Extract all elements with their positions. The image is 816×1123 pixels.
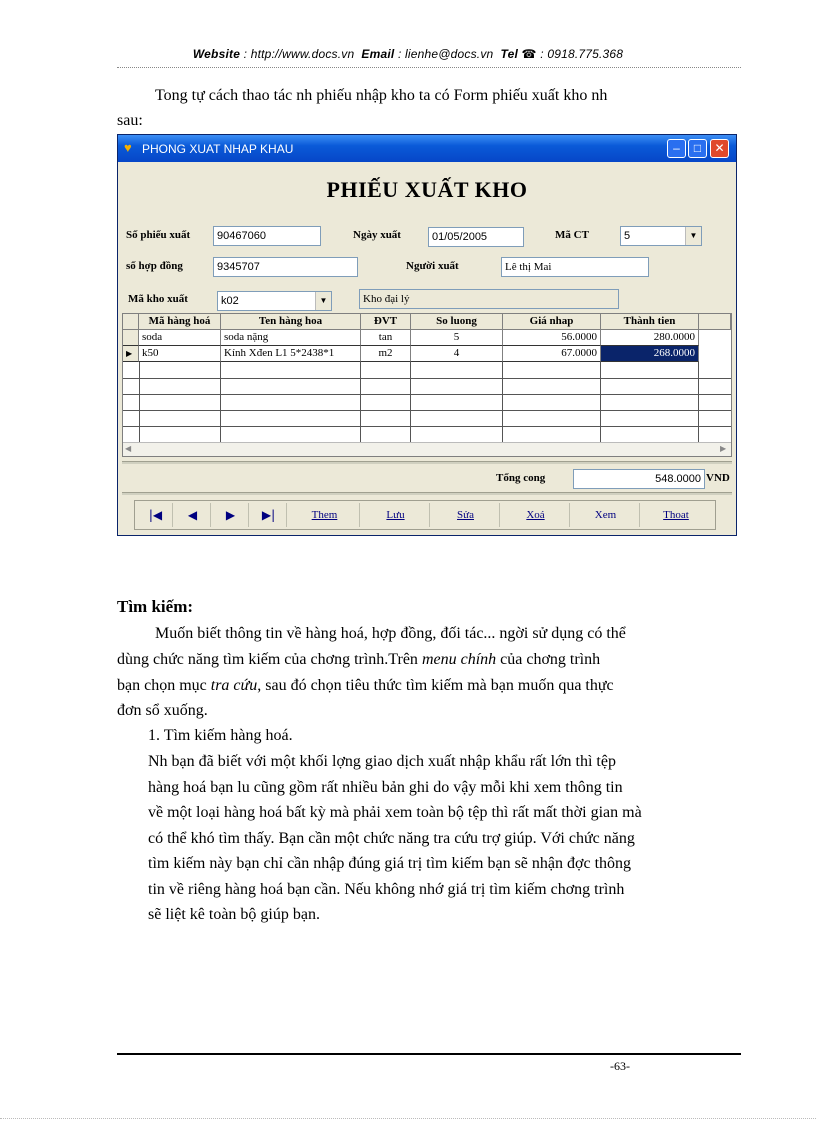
col-header-so-luong[interactable]: So luong: [411, 314, 503, 330]
tel-value: : 0918.775.368: [540, 47, 624, 61]
navigation-bar: [134, 500, 716, 530]
table-cell[interactable]: m2: [361, 346, 411, 362]
table-cell-selected[interactable]: 268.0000: [601, 346, 699, 362]
current-row-indicator[interactable]: ▶: [123, 346, 139, 362]
grid-line: [123, 378, 731, 379]
grid-line: [139, 362, 140, 442]
ten-kho-field: Kho đại lý: [359, 289, 619, 309]
col-header-blank: [699, 314, 731, 330]
ma-ct-label: Mã CT: [555, 229, 589, 241]
table-cell[interactable]: 56.0000: [503, 330, 601, 346]
minimize-button[interactable]: –: [667, 139, 686, 158]
row-selector[interactable]: [123, 330, 139, 346]
table-cell[interactable]: 67.0000: [503, 346, 601, 362]
list-item: 1. Tìm kiếm hàng hoá.: [148, 727, 293, 744]
section-heading: Tìm kiếm:: [117, 597, 194, 616]
table-cell[interactable]: k50: [139, 346, 221, 362]
text-run: dùng chức năng tìm kiếm của chơng trình.Trên: [117, 651, 418, 668]
paragraph-line: đơn sổ xuống.: [117, 702, 208, 719]
grid-line: [123, 410, 731, 411]
scroll-left-icon[interactable]: ◀: [125, 444, 132, 453]
window-title: PHONG XUAT NHAP KHAU: [142, 142, 294, 156]
paragraph-line: có thể khó tìm thấy. Bạn cần một chức năng tra cứu trợ giúp. Với chức năng: [148, 830, 635, 847]
total-label: Tổng cong: [496, 472, 546, 484]
text-run: của chơng trình: [500, 651, 601, 668]
header-rule: [117, 67, 741, 68]
ma-kho-xuat-select[interactable]: [217, 291, 332, 311]
divider: [122, 461, 732, 464]
luu-button[interactable]: [362, 503, 430, 527]
ma-ct-select[interactable]: [620, 226, 702, 246]
nguoi-xuat-field[interactable]: Lê thị Mai: [501, 257, 649, 277]
window-titlebar: [118, 135, 736, 162]
form-title: PHIẾU XUẤT KHO: [326, 177, 528, 202]
footer-rule: [117, 1053, 741, 1055]
chevron-down-icon[interactable]: ▼: [685, 227, 701, 245]
grid-line: [698, 362, 699, 442]
paragraph-line: về một loại hàng hoá bất kỳ mà phải xem toàn bộ tệp thì rất mất thời gian mà: [148, 804, 642, 821]
so-hop-dong-label: số hợp đồng: [126, 260, 183, 272]
email-value: : lienhe@docs.vn: [397, 47, 494, 61]
ma-ct-value: 5: [624, 230, 631, 242]
table-cell[interactable]: 4: [411, 346, 503, 362]
luu-label: Lưu: [386, 509, 405, 521]
paragraph-line: sẽ liệt kê toàn bộ giúp bạn.: [148, 906, 320, 923]
row-selector-header: [123, 314, 139, 330]
horizontal-scrollbar[interactable]: [123, 442, 731, 457]
table-cell[interactable]: 280.0000: [601, 330, 699, 346]
intro-line-1: Tong tự cách thao tác nh phiếu nhập kho ta có Form phiếu xuất kho nh: [155, 87, 608, 104]
grid-line: [410, 362, 411, 442]
detail-grid[interactable]: [122, 313, 732, 457]
email-label: Email: [361, 47, 395, 61]
col-header-ma-hang[interactable]: Mã hàng hoá: [139, 314, 221, 330]
phieu-xuat-kho-window: [117, 134, 737, 536]
previous-record-button[interactable]: ◀: [175, 503, 211, 527]
chevron-down-icon[interactable]: ▼: [315, 292, 331, 310]
app-icon: ♥: [124, 140, 132, 155]
next-record-button[interactable]: ▶: [213, 503, 249, 527]
grid-line: [502, 362, 503, 442]
grid-line: [220, 362, 221, 442]
page-header: [0, 47, 816, 61]
emphasis: tra cứu: [210, 677, 258, 694]
thoat-button[interactable]: [642, 503, 710, 527]
last-record-button[interactable]: ▶|: [251, 503, 287, 527]
text-run: bạn chọn mục: [117, 677, 207, 694]
paragraph-line: Nh bạn đã biết với một khối lợng giao dịch xuất nhập khẩu rất lớn thì tệp: [148, 753, 616, 770]
tel-label: Tel: [500, 47, 518, 61]
page-number: -63-: [610, 1059, 630, 1073]
col-header-gia-nhap[interactable]: Giá nhap: [503, 314, 601, 330]
ma-kho-xuat-label: Mã kho xuất: [128, 293, 188, 305]
col-header-dvt[interactable]: ĐVT: [361, 314, 411, 330]
so-phieu-xuat-field[interactable]: 90467060: [213, 226, 321, 246]
ma-kho-xuat-value: k02: [221, 295, 239, 307]
them-label: Them: [311, 509, 338, 521]
thoat-label: Thoat: [663, 509, 689, 521]
table-cell[interactable]: soda: [139, 330, 221, 346]
table-cell[interactable]: 5: [411, 330, 503, 346]
table-cell[interactable]: soda nặng: [221, 330, 361, 346]
total-unit: VND: [706, 472, 730, 484]
website-label: Website: [192, 47, 241, 61]
grid-line: [123, 394, 731, 395]
ngay-xuat-label: Ngày xuất: [353, 229, 401, 241]
text-run: , sau đó chọn tiêu thức tìm kiếm mà bạn muốn qua thực: [257, 677, 614, 694]
paragraph-line: tìm kiếm này bạn chỉ cần nhập đúng giá trị tìm kiếm bạn sẽ nhận đợc thông: [148, 855, 632, 872]
ngay-xuat-field[interactable]: 01/05/2005: [428, 227, 524, 247]
divider: [122, 492, 732, 495]
sua-label: Sửa: [457, 509, 474, 521]
intro-line-2: sau:: [117, 112, 143, 129]
close-button[interactable]: ✕: [710, 139, 729, 158]
total-field: 548.0000: [573, 469, 705, 489]
page-edge: [0, 1118, 816, 1119]
scroll-right-icon[interactable]: ▶: [720, 444, 727, 453]
xoa-button[interactable]: [502, 503, 570, 527]
grid-line: [123, 426, 731, 427]
grid-line: [360, 362, 361, 442]
first-record-button[interactable]: |◀: [139, 503, 173, 527]
table-cell[interactable]: tan: [361, 330, 411, 346]
sua-button[interactable]: [432, 503, 500, 527]
nguoi-xuat-label: Người xuất: [406, 260, 459, 272]
paragraph-line: tin về riêng hàng hoá bạn cần. Nếu không nhớ giá trị tìm kiếm chơng trình: [148, 881, 625, 898]
maximize-button[interactable]: □: [688, 139, 707, 158]
them-button[interactable]: [290, 503, 360, 527]
paragraph-line: Muốn biết thông tin về hàng hoá, hợp đồng, đối tác... ngời sử dụng có thể: [155, 625, 626, 642]
website-value: : http://www.docs.vn: [243, 47, 355, 61]
xoa-label: Xoá: [526, 509, 545, 521]
grid-line: [600, 362, 601, 442]
paragraph-line: [117, 674, 741, 698]
paragraph-line: hàng hoá bạn lu cũng gồm rất nhiều bản ghi do vậy mỗi khi xem thông tin: [148, 779, 623, 796]
emphasis: menu chính: [421, 651, 497, 668]
paragraph-line: [117, 648, 741, 672]
so-hop-dong-field[interactable]: 9345707: [213, 257, 358, 277]
col-header-thanh-tien[interactable]: Thành tien: [601, 314, 699, 330]
xem-button[interactable]: Xem: [572, 503, 640, 527]
so-phieu-xuat-label: Số phiếu xuất: [126, 229, 191, 241]
col-header-ten-hang[interactable]: Ten hàng hoa: [221, 314, 361, 330]
phone-icon: ☎: [521, 47, 537, 61]
table-cell[interactable]: Kính Xđen L1 5*2438*1: [221, 346, 361, 362]
